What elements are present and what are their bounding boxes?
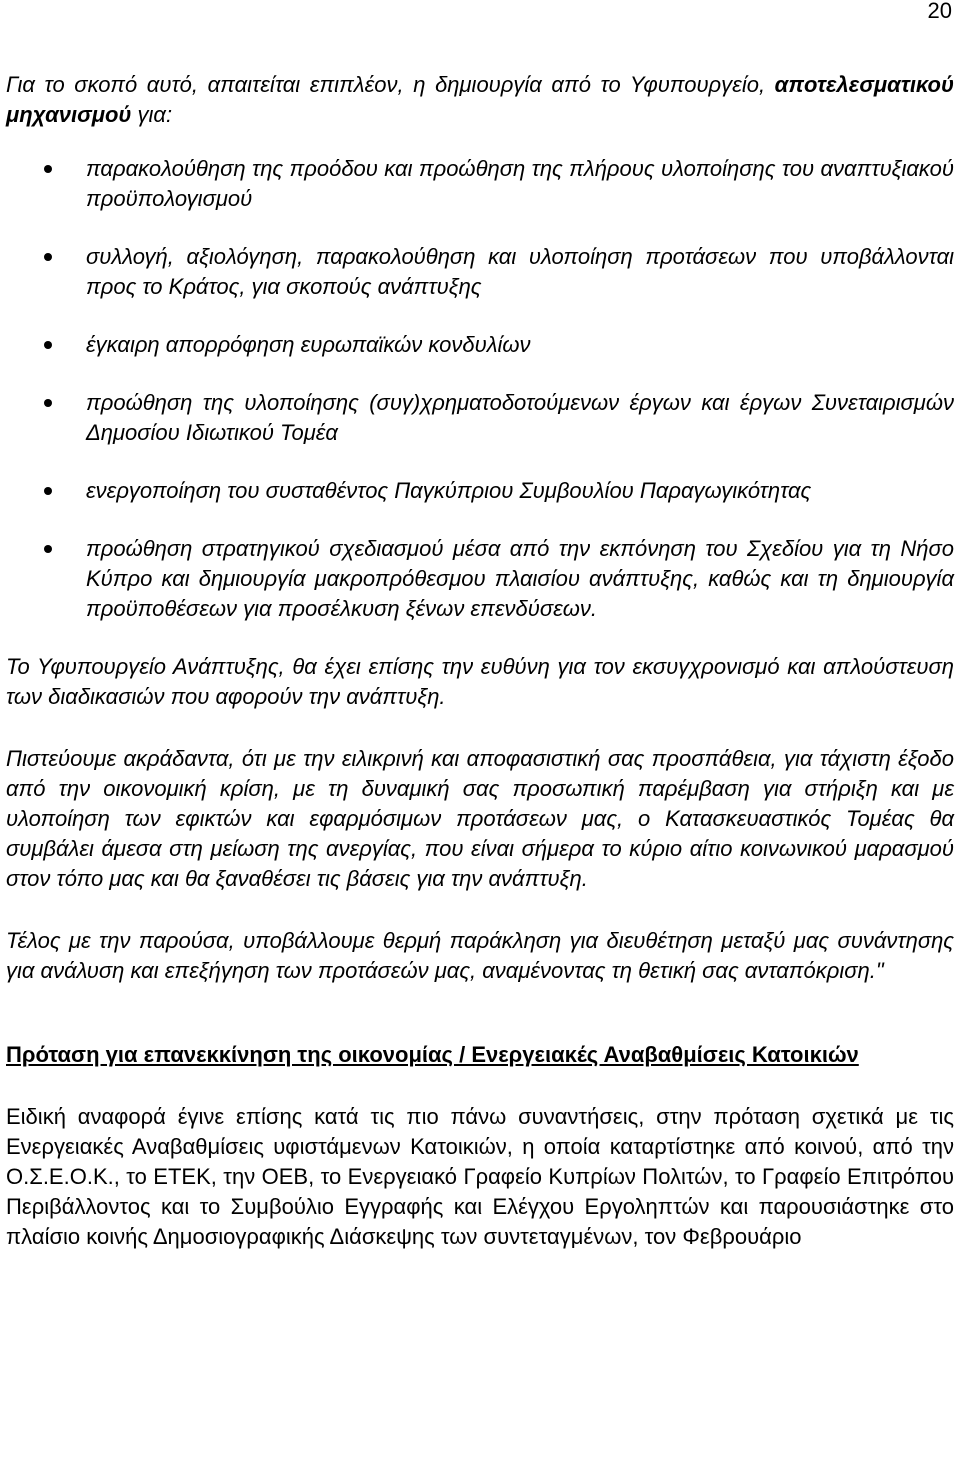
bullet-icon <box>44 399 52 407</box>
paragraph-belief: Πιστεύουμε ακράδαντα, ότι με την ειλικρινή και αποφασιστική σας προσπάθεια, για τάχιστη έξοδο από την οικονομική κρίση, με τη δυναμική σας προσωπική παρέμβαση για στήριξη και με υλοποίηση των εφικτών και εφαρμόσιμων προτάσεων μας, ο Κατασκευαστικός Τομέας θα συμβάλει άμεσα στη μείωση της ανεργίας, που είναι σήμερα το κύριο αίτιο κοινωνικού μαρασμού στον τόπο μας και θα ξαναθέσει τις βάσεις για την ανάπτυξη. <box>6 746 954 891</box>
intro-text-end: για: <box>131 102 173 127</box>
bullet-icon <box>44 165 52 173</box>
paragraph-energy-proposal: Ειδική αναφορά έγινε επίσης κατά τις πιο πάνω συναντήσεις, στην πρόταση σχετικά με τις Ενεργειακές Αναβαθμίσεις υφιστάμενων Κατοικιών, η οποία καταρτίστηκε από κοινού, από την Ο.Σ.Ε.Ο.Κ., το ΕΤΕΚ, την ΟΕΒ, το Ενεργειακό Γραφείο Κυπρίων Πολιτών, το Γραφείο Επιτρόπου Περιβάλλοντος και το Συμβούλιο Εγγραφής και Ελέγχου Εργοληπτών και παρουσιάστηκε στο πλαίσιο κοινής Δημοσιογραφικής Διάσκεψης των συντεταγμένων, τον Φεβρουάριο <box>6 1104 954 1249</box>
list-item-text: ενεργοποίηση του συσταθέντος Παγκύπριου Συμβουλίου Παραγωγικότητας <box>86 478 812 503</box>
section-heading: Πρόταση για επανεκκίνηση της οικονομίας / Ενεργειακές Αναβαθμίσεις Κατοικιών <box>6 1042 859 1067</box>
intro-text-start: Για το σκοπό αυτό, απαιτείται επιπλέον, η δημιουργία από το Υφυπουργείο, <box>6 72 775 97</box>
list-item <box>6 388 954 448</box>
list-item-text: προώθηση της υλοποίησης (συγ)χρηματοδοτούμενων έργων και έργων Συνεταιρισμών Δημοσίου Ιδιωτικού Τομέα <box>86 390 954 445</box>
bullet-list <box>6 154 954 624</box>
bullet-icon <box>44 253 52 261</box>
bullet-icon <box>44 487 52 495</box>
paragraph-closing: Τέλος με την παρούσα, υποβάλλουμε θερμή παράκληση για διευθέτηση μεταξύ μας συνάντησης για ανάλυση και επεξήγηση των προτάσεών μας, αναμένοντας τη θετική σας ανταπόκριση." <box>6 928 954 983</box>
list-item <box>6 534 954 624</box>
intro-paragraph <box>6 70 954 130</box>
list-item <box>6 476 954 506</box>
list-item-text: παρακολούθηση της προόδου και προώθηση της πλήρους υλοποίησης του αναπτυξιακού προϋπολογισμού <box>86 156 954 211</box>
intro-text-bold: αποτελεσματικού μηχανισμού <box>6 72 954 127</box>
list-item-text: συλλογή, αξιολόγηση, παρακολούθηση και υλοποίηση προτάσεων που υποβάλλονται προς το Κράτος, για σκοπούς ανάπτυξης <box>86 244 954 299</box>
document-body <box>6 70 954 1284</box>
bullet-icon <box>44 341 52 349</box>
page-number: 20 <box>927 0 952 23</box>
list-item <box>6 330 954 360</box>
list-item <box>6 242 954 302</box>
paragraph-responsibility: Το Υφυπουργείο Ανάπτυξης, θα έχει επίσης την ευθύνη για τον εκσυγχρονισμό και απλούστευση των διαδικασιών που αφορούν την ανάπτυξη. <box>6 654 954 709</box>
list-item <box>6 154 954 214</box>
list-item-text: προώθηση στρατηγικού σχεδιασμού μέσα από την εκπόνηση του Σχεδίου για τη Νήσο Κύπρο και δημιουργία μακροπρόθεσμου πλαισίου ανάπτυξης, καθώς και τη δημιουργία προϋποθέσεων για προσέλκυση ξένων επενδύσεων. <box>86 536 954 621</box>
list-item-text: έγκαιρη απορρόφηση ευρωπαϊκών κονδυλίων <box>86 332 531 357</box>
bullet-icon <box>44 545 52 553</box>
